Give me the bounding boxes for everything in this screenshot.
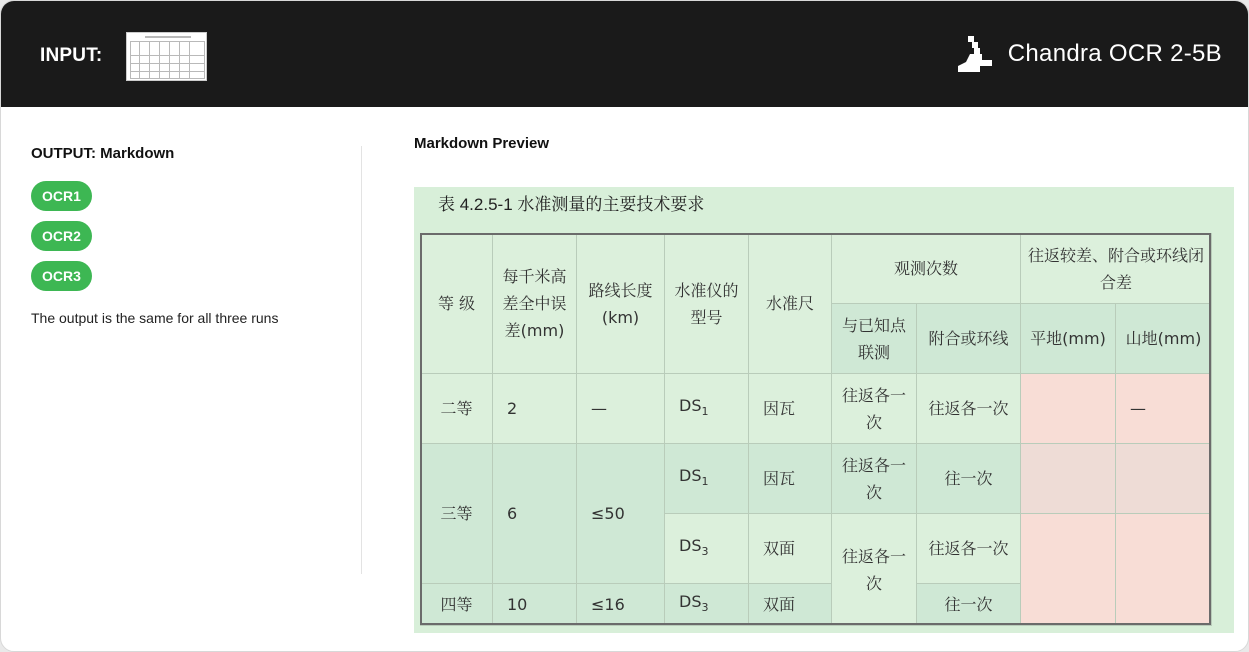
cell-error: 10 [493,584,577,626]
cell-route: ≤50 [577,444,665,584]
cell-staff: 因瓦 [749,374,832,444]
header-grade: 等 级 [421,234,493,374]
cell-instrument [665,514,749,584]
cell-obs-known: 往返各一 次 [832,444,917,514]
cell-staff: 双面 [749,514,832,584]
header-instrument: 水准仪的型号 [665,234,749,374]
header-obs: 观测次数 [832,234,1021,304]
cell-mountain [1116,444,1212,514]
header-obs-closed: 附合或环线 [917,304,1021,374]
markdown-preview [414,187,1234,633]
output-title: OUTPUT: Markdown [31,145,175,162]
cell-obs-closed: 往返各一次 [917,374,1021,444]
cell-staff: 因瓦 [749,444,832,514]
instrument-text: DS [679,591,702,611]
input-label: INPUT: [40,45,103,66]
instrument-text: DS [679,465,702,485]
cell-flat [1021,374,1116,444]
cell-grade: 二等 [421,374,493,444]
cell-error: 2 [493,374,577,444]
cell-obs-known: 往返各一次 [832,514,917,626]
cell-grade: 三等 [421,444,493,584]
cell-route: — [577,374,665,444]
cell-instrument [665,584,749,626]
cell-instrument [665,374,749,444]
chandra-logo-icon [956,34,994,74]
cell-obs-closed: 往一次 [917,584,1021,626]
run-pill-ocr1[interactable]: OCR1 [31,181,92,211]
cell-obs-closed: 往返各一次 [917,514,1021,584]
cell-obs-closed: 往一次 [917,444,1021,514]
header-route: 路线长度(km) [577,234,665,374]
runs-note: The output is the same for all three runs [31,310,279,326]
brand [956,31,1222,77]
instrument-subscript: 3 [701,601,709,615]
instrument-text: DS [679,395,702,415]
cell-mountain: — [1116,374,1212,444]
cell-error: 6 [493,444,577,584]
header-staff: 水准尺 [749,234,832,374]
instrument-subscript: 1 [701,475,709,489]
header-flat: 平地(mm) [1021,304,1116,374]
brand-name: Chandra OCR 2-5B [1007,40,1222,67]
header-bar [1,1,1249,107]
cell-route: ≤16 [577,584,665,626]
cell-flat [1021,514,1116,626]
ocr-table [420,233,1212,626]
header-error: 每千米高差全中误差(mm) [493,234,577,374]
instrument-subscript: 3 [701,545,709,559]
cell-staff: 双面 [749,584,832,626]
input-thumbnail[interactable] [126,32,207,81]
run-pill-ocr3[interactable]: OCR3 [31,261,92,291]
preview-title: Markdown Preview [414,135,550,152]
table-caption: 表 4.2.5-1 水准测量的主要技术要求 [438,195,705,214]
panel-divider [361,146,362,574]
header-obs-known: 与已知点联测 [832,304,917,374]
cell-instrument [665,444,749,514]
instrument-subscript: 1 [701,405,709,419]
header-closure: 往返较差、附合或环线闭合差 [1021,234,1212,304]
run-pill-ocr2[interactable]: OCR2 [31,221,92,251]
cell-mountain [1116,514,1212,626]
cell-grade: 四等 [421,584,493,626]
cell-flat [1021,444,1116,514]
header-mountain: 山地(mm) [1116,304,1212,374]
cell-obs-known: 往返各一 次 [832,374,917,444]
left-panel [31,107,361,652]
instrument-text: DS [679,535,702,555]
